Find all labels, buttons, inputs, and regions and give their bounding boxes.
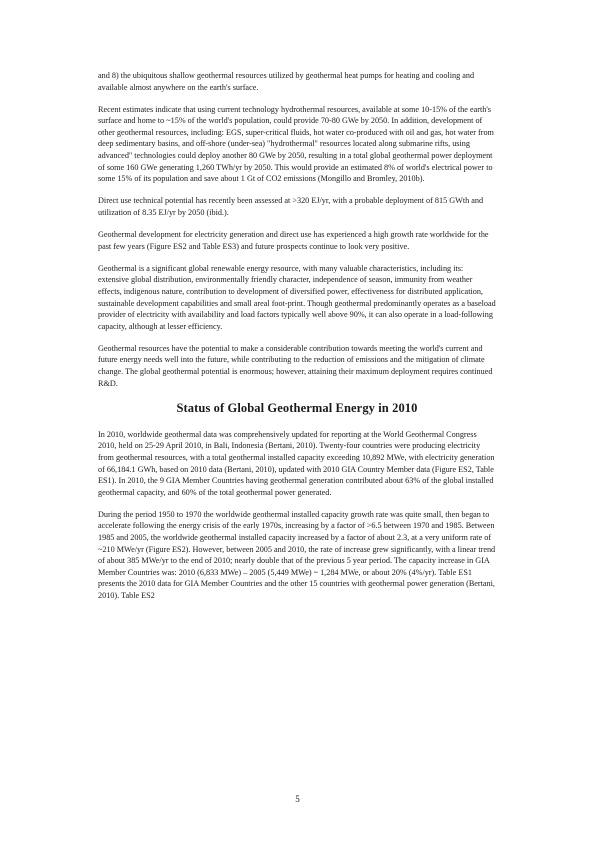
paragraph-1: and 8) the ubiquitous shallow geothermal resources utilized by geothermal heat pumps for heating and cooling and available almost anywhere on the earth's surface. — [98, 71, 475, 92]
paragraph-2: Recent estimates indicate that using current technology hydrothermal resources, available at some 10-15% of the earth's surface and home to ~15% of the world's population, could provide 70-80 GWe by 2050. In addition, development of other geothermal resources, including: EGS, super-critical fluids, hot water co-produced with oil and gas, hot water from deep sedimentary basins, and off-shore (under-sea) "hydrothermal" resources located along submarine rifts, using advanced" technologies could deploy another 80 GWe by 2050, resulting in a total global geothermal power deployment of some 160 GWe generating 1,260 TWh/yr by 2050. This would provide an estimated 8% of world's electrical power to some 15% of its population and save about 1 Gt of CO2 emissions (Mongillo and Bromley, 2010b). — [98, 104, 494, 184]
page-number: 5 — [295, 794, 300, 804]
paragraph-7: In 2010, worldwide geothermal data was comprehensively updated for reporting at the World Geothermal Congress 2010, held on 25-29 April 2010, in Bali, Indonesia (Bertani, 2010). Twenty-four countries were producing electricity from geothermal resources, with a total geothermal installed capacity exceeding 10,892 MWe, with electricity generation of 66,184.1 GWh, based on 2010 data (Bertani, 2010), updated with 2010 GIA Country Member data (Figure ES2, Table ES1). In 2010, the 9 GIA Member Countries having geothermal generation contributed about 63% of the global installed geothermal capacity, and 60% of the total geothermal power generated. — [98, 429, 495, 497]
paragraph-3: Direct use technical potential has recently been assessed at >320 EJ/yr, with a probable deployment of 815 GWth and utilization of 8.35 EJ/yr by 2050 (ibid.). — [98, 196, 484, 217]
paragraph-4: Geothermal development for electricity generation and direct use has experienced a high growth rate worldwide for the past few years (Figure ES2 and Table ES3) and future prospects continue to look very positive. — [98, 230, 489, 251]
paragraph-5: Geothermal is a significant global renewable energy resource, with many valuable characteristics, including its: extensive global distribution, environmentally friendly character, independence of season, immunity from weather effects, indigenous nature, contribution to development of diversified power, effectiveness for distributed application, sustainable development capabilities and small areal foot-print. Though geothermal predominantly operates as a baseload provider of electricity with availability and load factors typically well above 90%, it can also operate in a load-following capacity, although at lesser efficiency. — [98, 263, 496, 331]
paragraph-8: During the period 1950 to 1970 the worldwide geothermal installed capacity growth rate was quite small, then began to accelerate following the energy crisis of the early 1970s, increasing by a factor of >6.5 between 1970 and 1985. Between 1985 and 2005, the worldwide geothermal installed capacity increased by a factor of about 2.3, at a very uniform rate of ~210 MWe/yr (Figure ES2). However, between 2005 and 2010, the rate of increase grew significantly, with a linear trend of about 385 MWe/yr to the end of 2010; nearly double that of the previous 5 year period. The capacity increase in GIA Member Countries was: 2010 (6,833 MWe) – 2005 (5,449 MWe) ~ 1,284 MWe, or about 20% (4%/yr). Table ES1 presents the 2010 data for GIA Member Countries and the other 15 countries with geothermal power generation (Bertani, 2010). Table ES2 — [98, 509, 496, 600]
paragraph-6: Geothermal resources have the potential to make a considerable contribution towards meeting the world's current and future energy needs well into the future, while contributing to the reduction of emissions and the mitigation of climate change. The global geothermal potential is enormous; however, attaining their maximum deployment requires continued R&D. — [98, 343, 493, 388]
section-heading: Status of Global Geothermal Energy in 2010 — [176, 401, 418, 416]
body-text-column — [98, 70, 496, 612]
